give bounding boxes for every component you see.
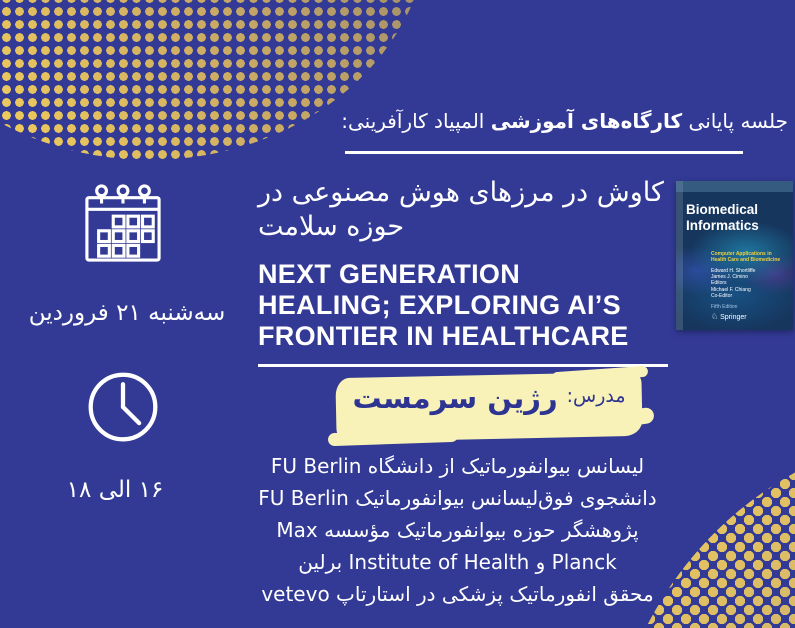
book-editors: [711, 268, 755, 287]
calendar-icon: [84, 183, 162, 263]
event-time: ۱۶ الی ۱۸: [66, 477, 164, 503]
event-date: سه‌شنبه ۲۱ فروردین: [28, 300, 226, 326]
clock-icon: [85, 369, 161, 445]
header-text-bold: کارگاه‌های آموزشی: [490, 109, 683, 133]
instructor-highlight: [336, 375, 642, 439]
instructor-label: مدرس:: [566, 385, 626, 407]
book-editor-2: James J. Cimino: [711, 274, 748, 281]
instructor-line: [336, 375, 642, 439]
book-cover: [676, 181, 793, 330]
credential-line: Planck و Institute of Health برلین: [298, 550, 617, 574]
book-subtitle: Computer Applications in Health Care and Biomedicine: [711, 251, 781, 263]
title-underline: [258, 364, 668, 367]
credential-line: دانشجوی فوق‌لیسانس بیوانفورماتیک FU Berlin: [258, 486, 657, 510]
book-coeditor-name: Michael F. Chiang: [711, 287, 751, 293]
header-line: [341, 106, 788, 136]
english-title-line2: HEALING; EXPLORING AI’S: [258, 290, 621, 320]
credential-line: محقق انفورماتیک پزشکی در استارتاپ vetevo: [261, 582, 654, 606]
book-publisher-name: Springer: [720, 314, 747, 321]
book-editors-label: Editors: [711, 280, 727, 287]
english-title: [258, 259, 678, 352]
book-coeditor: [711, 287, 751, 299]
book-editor-1: Edward H. Shortliffe: [711, 268, 756, 274]
book-publisher: [711, 313, 747, 322]
persian-title: [258, 176, 678, 244]
halftone-dots-top-left: [0, 0, 430, 160]
persian-title-line2: حوزه سلامت: [258, 211, 405, 242]
header-text-post: المپیاد کارآفرینی:: [341, 109, 491, 133]
header-text-pre: جلسه پایانی: [682, 109, 788, 133]
credential-line: لیسانس بیوانفورماتیک از دانشگاه FU Berlin: [270, 454, 645, 478]
credential-line: پژوهشگر حوزه بیوانفورماتیک مؤسسه Max: [276, 518, 639, 542]
english-title-line1: NEXT GENERATION: [258, 259, 521, 289]
book-coeditor-label: Co-Editor: [711, 293, 733, 300]
book-title: Biomedical Informatics: [686, 202, 759, 233]
book-edition: Fifth Edition: [711, 304, 738, 310]
english-title-line3: FRONTIER IN HEALTHCARE: [258, 321, 629, 351]
springer-logo-icon: ♘: [711, 312, 719, 321]
instructor-name: رژین سرمست: [352, 381, 558, 415]
persian-title-line1: کاوش در مرزهای هوش مصنوعی در: [258, 177, 664, 208]
instructor-credentials: [180, 450, 735, 610]
header-underline: [345, 151, 743, 154]
